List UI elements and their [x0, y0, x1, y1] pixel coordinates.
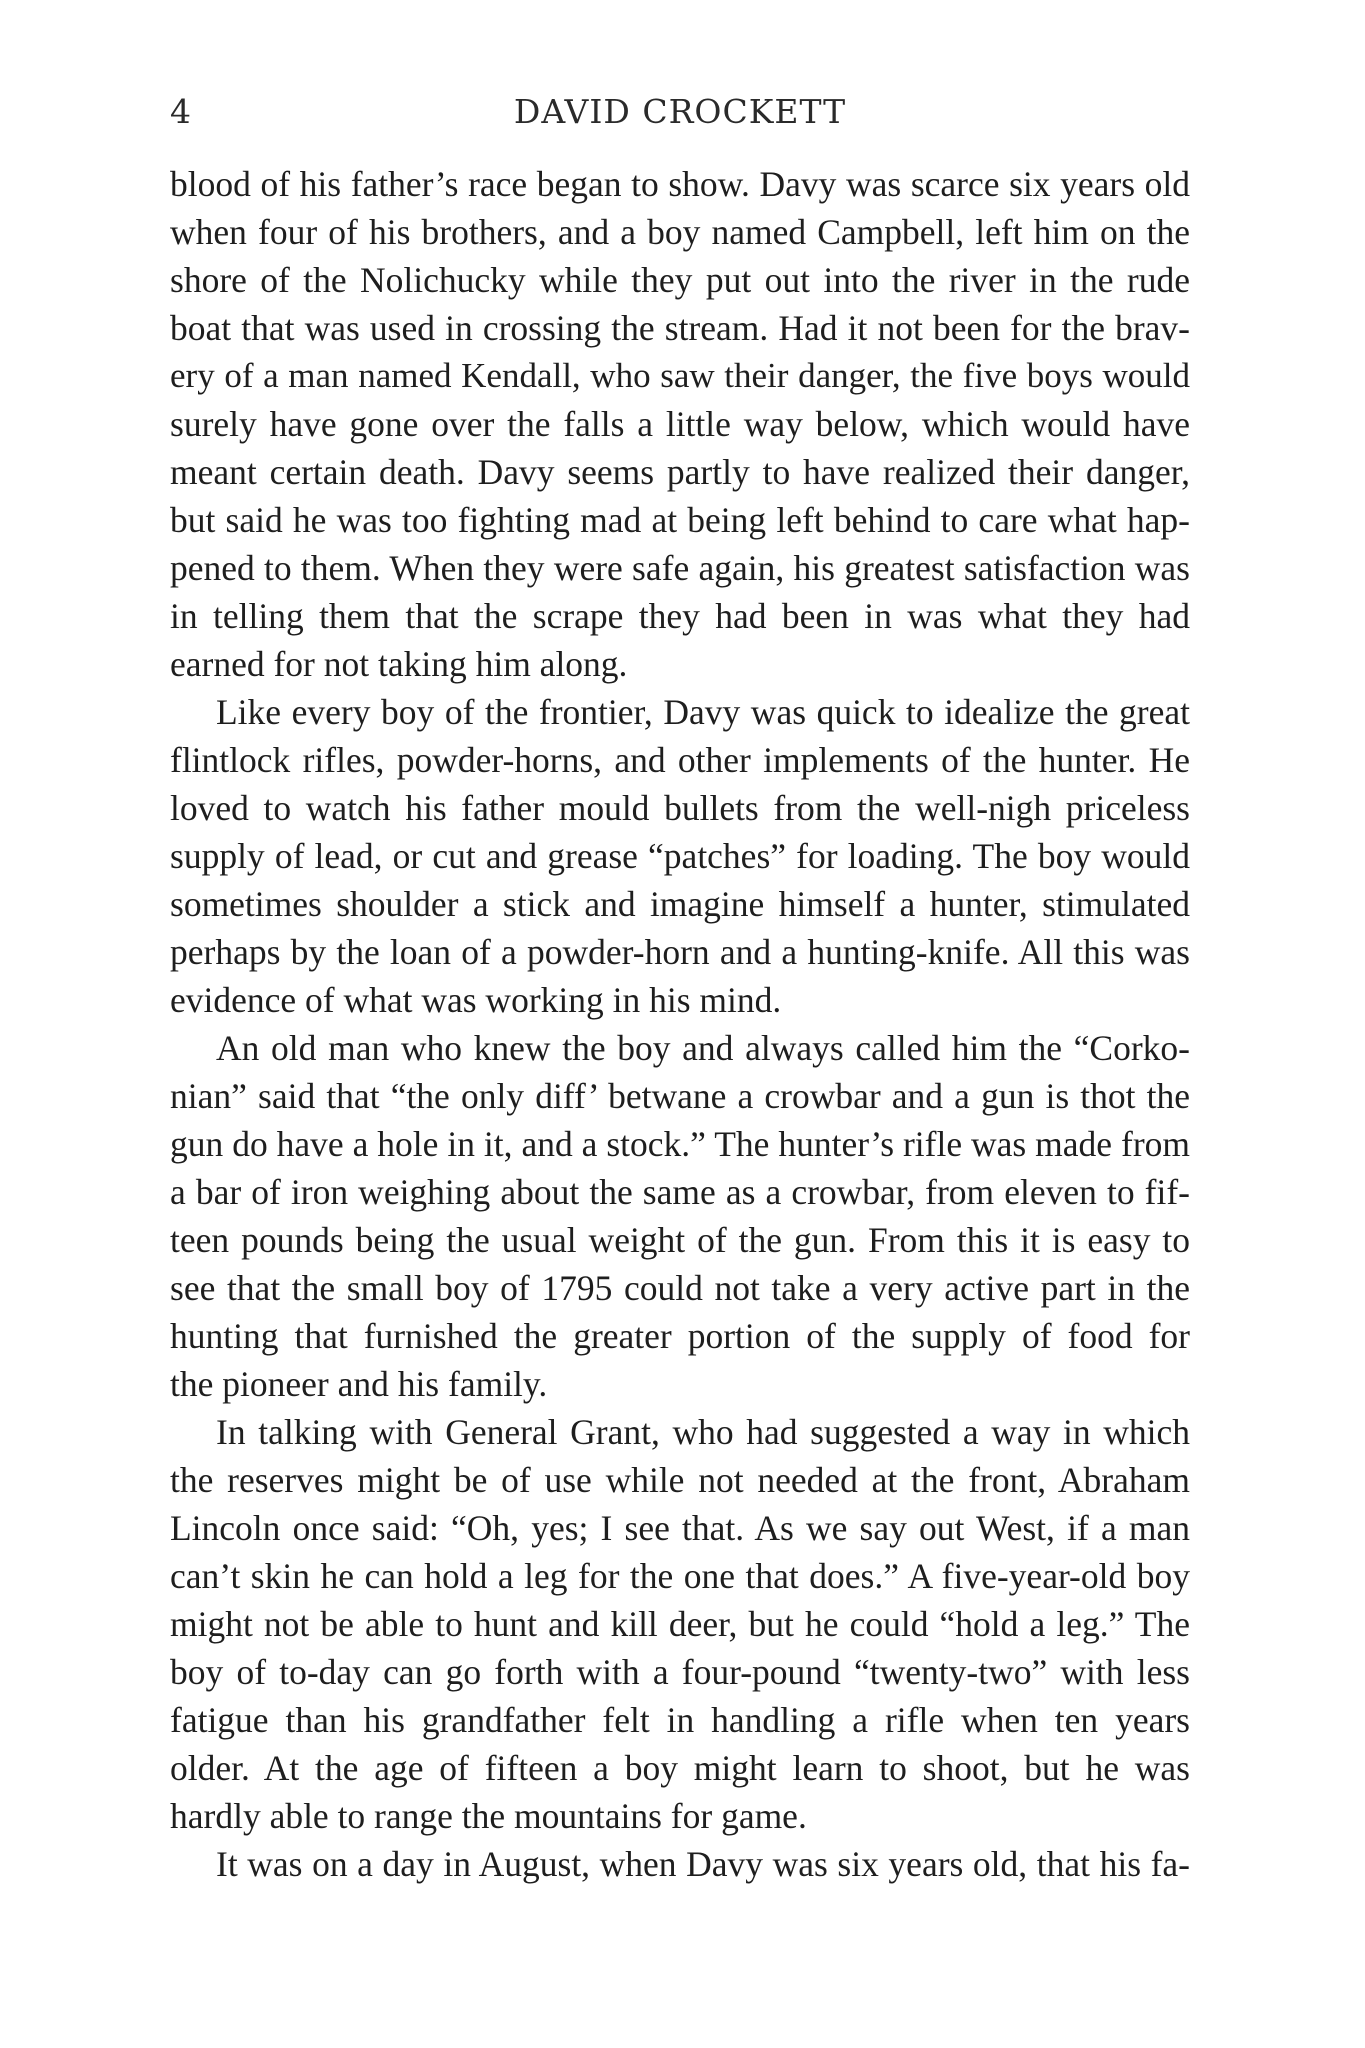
text-line: nian” said that “the only diff’ betwane a crowbar and a gun is thot the: [170, 1076, 1190, 1116]
text-line: In talking with General Grant, who had suggested a way in which: [216, 1412, 1190, 1452]
text-line: shore of the Nolichucky while they put out into the river in the rude: [170, 260, 1190, 300]
text-line: pened to them. When they were safe again, his greatest satisfaction was: [170, 548, 1190, 588]
text-line: hardly able to range the mountains for game.: [170, 1796, 807, 1836]
text-line: supply of lead, or cut and grease “patches” for loading. The boy would: [170, 836, 1190, 876]
text-line: fatigue than his grandfather felt in handling a rifle when ten years: [170, 1700, 1190, 1740]
text-line: might not be able to hunt and kill deer, but he could “hold a leg.” The: [170, 1604, 1190, 1644]
text-line: Like every boy of the frontier, Davy was quick to idealize the great: [216, 692, 1190, 732]
text-line: meant certain death. Davy seems partly to have realized their danger,: [170, 452, 1190, 492]
running-head: [170, 92, 1190, 136]
text-line: Lincoln once said: “Oh, yes; I see that. As we say out West, if a man: [170, 1508, 1190, 1548]
text-line: when four of his brothers, and a boy named Campbell, left him on the: [170, 212, 1190, 252]
text-line: sometimes shoulder a stick and imagine himself a hunter, stimulated: [170, 884, 1190, 924]
page-number: 4: [170, 92, 191, 131]
text-line: evidence of what was working in his mind.: [170, 980, 782, 1020]
text-line: perhaps by the loan of a powder-horn and a hunting-knife. All this was: [170, 932, 1190, 972]
text-line: in telling them that the scrape they had been in was what they had: [170, 596, 1190, 636]
body-text: [170, 160, 1190, 1888]
text-line: the reserves might be of use while not needed at the front, Abraham: [170, 1460, 1190, 1500]
text-line: blood of his father’s race began to show. Davy was scarce six years old: [170, 164, 1190, 204]
text-line: It was on a day in August, when Davy was six years old, that his fa-: [216, 1844, 1190, 1884]
text-line: boat that was used in crossing the stream. Had it not been for the brav-: [170, 308, 1190, 348]
text-line: but said he was too fighting mad at being left behind to care what hap-: [170, 500, 1190, 540]
paragraph: [170, 1840, 1190, 1888]
text-line: ery of a man named Kendall, who saw their danger, the five boys would: [170, 356, 1190, 395]
text-line: see that the small boy of 1795 could not take a very active part in the: [170, 1268, 1190, 1308]
paragraph: [170, 1024, 1190, 1408]
text-line: a bar of iron weighing about the same as a crowbar, from eleven to fif-: [170, 1172, 1190, 1212]
paragraph: [170, 1408, 1190, 1840]
text-line: can’t skin he can hold a leg for the one that does.” A five-year-old boy: [170, 1556, 1190, 1596]
text-line: gun do have a hole in it, and a stock.” The hunter’s rifle was made from: [170, 1124, 1190, 1164]
text-line: surely have gone over the falls a little way below, which would have: [170, 404, 1190, 444]
text-line: An old man who knew the boy and always called him the “Corko-: [216, 1028, 1190, 1068]
paragraph: [170, 160, 1190, 688]
text-line: the pioneer and his family.: [170, 1364, 548, 1404]
running-title: DAVID CROCKETT: [513, 92, 847, 131]
text-line: teen pounds being the usual weight of the gun. From this it is easy to: [170, 1220, 1190, 1260]
text-line: hunting that furnished the greater portion of the supply of food for: [170, 1316, 1190, 1356]
text-line: earned for not taking him along.: [170, 644, 628, 684]
text-line: boy of to-day can go forth with a four-pound “twenty-two” with less: [170, 1652, 1190, 1692]
paragraph: [170, 688, 1190, 1024]
text-line: flintlock rifles, powder-horns, and other implements of the hunter. He: [170, 740, 1190, 780]
text-line: older. At the age of fifteen a boy might learn to shoot, but he was: [170, 1748, 1190, 1788]
text-line: loved to watch his father mould bullets from the well-nigh priceless: [170, 788, 1190, 828]
